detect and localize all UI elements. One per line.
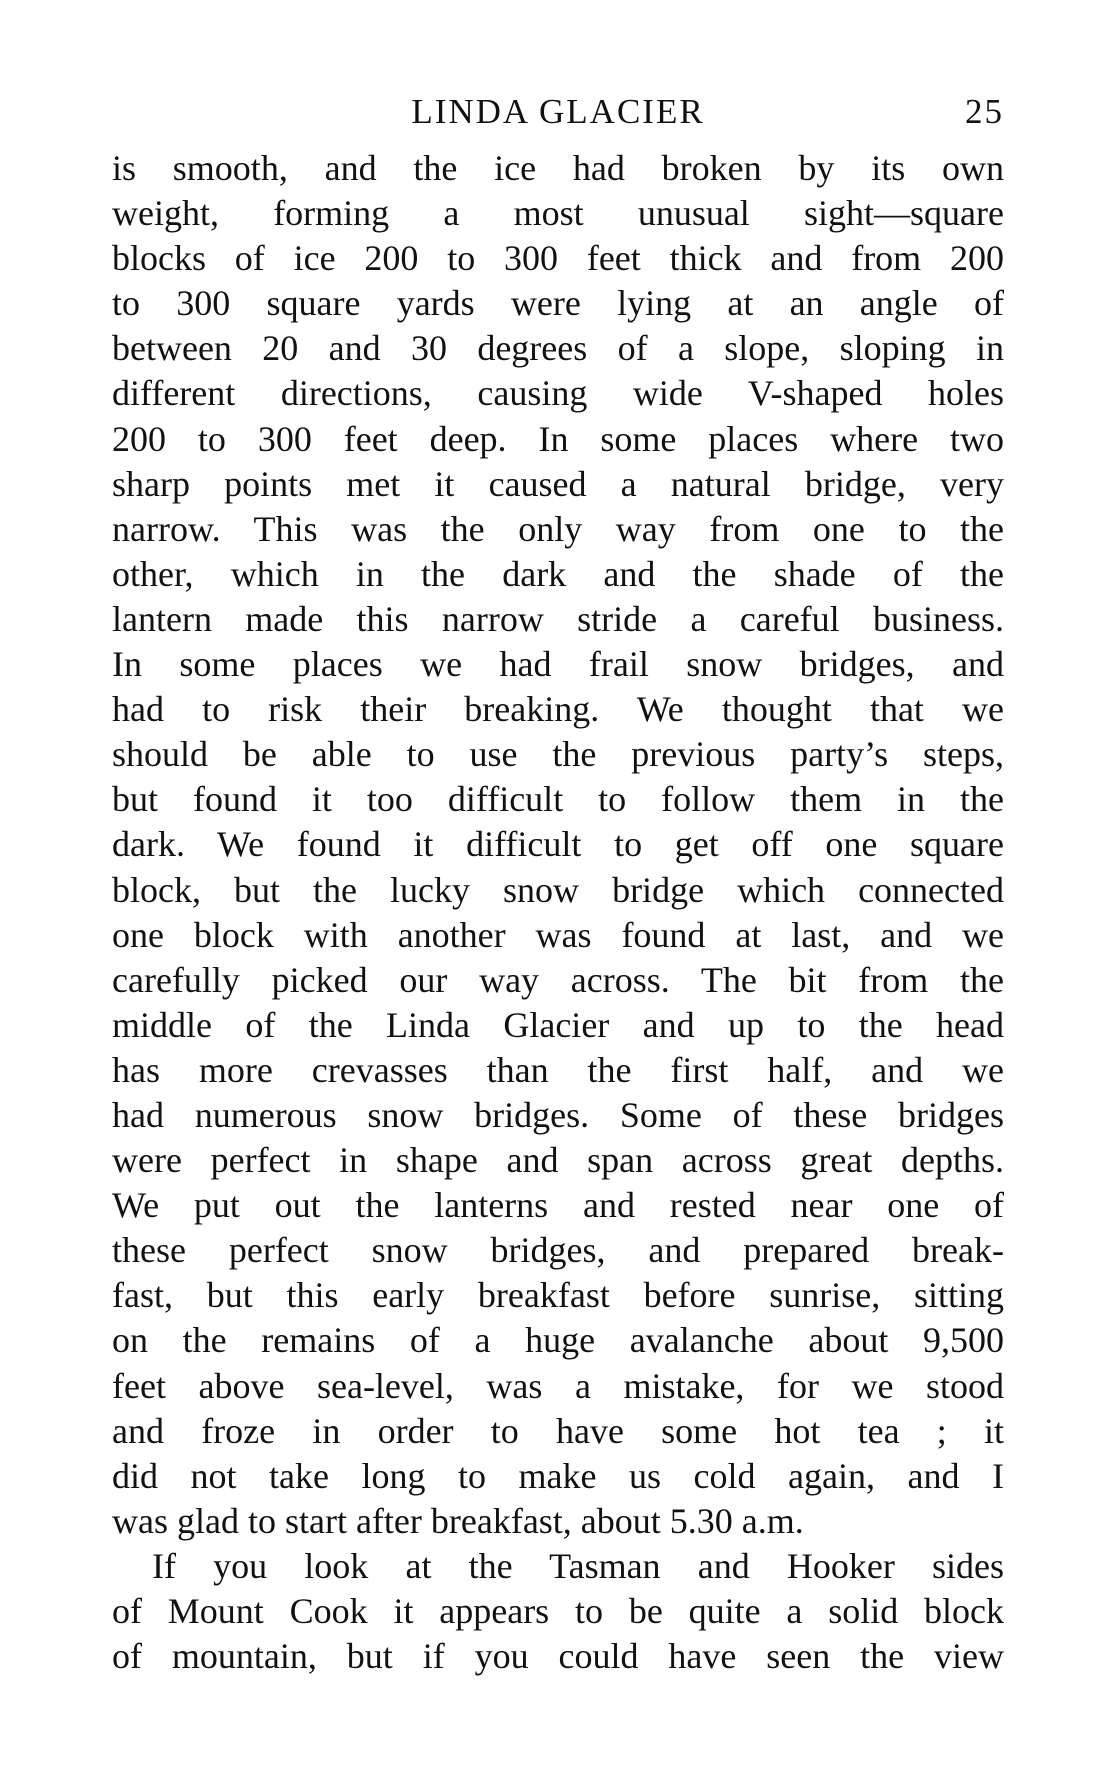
text-line: If you look at the Tasman and Hooker sides bbox=[152, 1545, 1004, 1586]
text-line: 200 to 300 feet deep. In some places where two bbox=[112, 418, 1004, 459]
text-line: We put out the lanterns and rested near one of bbox=[112, 1185, 1004, 1226]
text-line: other, which in the dark and the shade of the bbox=[112, 553, 1004, 594]
text-line: was glad to start after breakfast, about 5.30 a.m. bbox=[112, 1500, 804, 1541]
text-line: is smooth, and the ice had broken by its own bbox=[112, 148, 1004, 188]
text-line: lantern made this narrow stride a careful business. bbox=[112, 598, 1004, 639]
text-line: block, but the lucky snow bridge which connected bbox=[112, 869, 1004, 910]
text-line: weight, forming a most unusual sight—square bbox=[112, 193, 1004, 234]
text-line: but found it too difficult to follow them in the bbox=[112, 779, 1004, 820]
text-line: had numerous snow bridges. Some of these bridges bbox=[112, 1094, 1004, 1135]
text-line: narrow. This was the only way from one to the bbox=[112, 508, 1004, 549]
running-head bbox=[112, 86, 1004, 146]
text-line: should be able to use the previous party’s steps, bbox=[112, 734, 1004, 775]
running-title: LINDA GLACIER bbox=[411, 92, 705, 131]
page-number: 25 bbox=[965, 92, 1004, 131]
text-line: these perfect snow bridges, and prepared break- bbox=[112, 1230, 1004, 1271]
text-line: and froze in order to have some hot tea ; it bbox=[112, 1410, 1004, 1451]
text-line: one block with another was found at last, and we bbox=[112, 914, 1004, 955]
text-line: on the remains of a huge avalanche about 9,500 bbox=[112, 1320, 1004, 1361]
text-line: carefully picked our way across. The bit from the bbox=[112, 959, 1004, 1000]
text-line: to 300 square yards were lying at an angle of bbox=[112, 283, 1004, 324]
text-line: had to risk their breaking. We thought that we bbox=[112, 689, 1004, 730]
text-line: did not take long to make us cold again, and I bbox=[112, 1455, 1004, 1496]
book-page bbox=[112, 86, 1004, 1679]
text-line: of Mount Cook it appears to be quite a solid block bbox=[112, 1591, 1004, 1631]
text-line: feet above sea-level, was a mistake, for we stood bbox=[112, 1365, 1004, 1406]
text-line: fast, but this early breakfast before sunrise, sitting bbox=[112, 1275, 1004, 1316]
text-line: between 20 and 30 degrees of a slope, sloping in bbox=[112, 328, 1004, 369]
text-line: In some places we had frail snow bridges, and bbox=[112, 644, 1004, 685]
text-line: blocks of ice 200 to 300 feet thick and from 200 bbox=[112, 238, 1004, 279]
text-line: sharp points met it caused a natural bridge, very bbox=[112, 463, 1004, 504]
text-line: middle of the Linda Glacier and up to the head bbox=[112, 1004, 1004, 1045]
body-text bbox=[112, 146, 1004, 1679]
text-line: were perfect in shape and span across great depths. bbox=[112, 1140, 1004, 1181]
text-line: dark. We found it difficult to get off one square bbox=[112, 824, 1004, 865]
text-line: has more crevasses than the first half, and we bbox=[112, 1049, 1004, 1090]
text-line: different directions, causing wide V-shaped holes bbox=[112, 373, 1004, 414]
text-line: of mountain, but if you could have seen the view bbox=[112, 1636, 1004, 1677]
